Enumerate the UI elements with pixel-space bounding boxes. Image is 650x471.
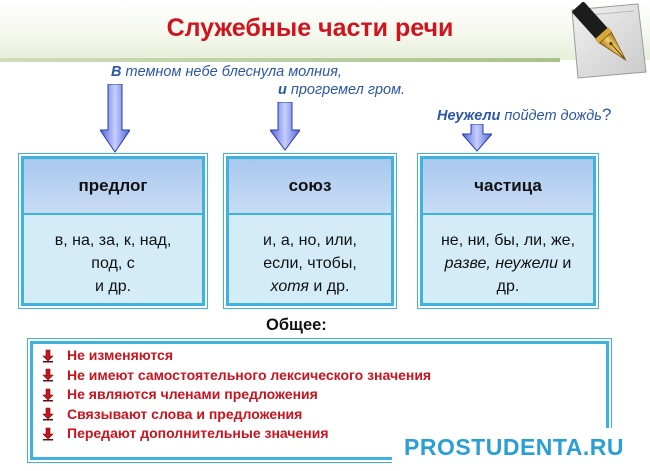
example-line: не, ни, бы, ли, же, <box>440 232 576 249</box>
example-text: и др. <box>308 278 350 295</box>
example-italic: хотя <box>270 278 309 295</box>
example-text: прогремел гром. <box>286 82 406 98</box>
example-highlight-particle: Неужели <box>437 108 501 124</box>
example-line: и др. <box>94 278 132 295</box>
down-arrow-bullet-icon <box>41 368 55 382</box>
conjunction-box <box>226 156 394 306</box>
example-line: под, с <box>91 255 135 272</box>
box-examples <box>229 215 391 298</box>
example-line <box>423 252 593 275</box>
preposition-box <box>21 156 205 306</box>
example-sentence-line-1 <box>111 64 342 80</box>
list-item-text: Связывают слова и предложения <box>67 405 303 422</box>
down-arrow-bullet-icon <box>41 388 55 402</box>
header-divider <box>0 58 560 62</box>
down-arrow-bullet-icon <box>41 407 55 421</box>
down-arrow-icon <box>100 84 130 154</box>
down-arrow-icon <box>270 102 300 152</box>
down-arrow-bullet-icon <box>41 427 55 441</box>
example-line: и, а, но, или, <box>263 232 357 249</box>
example-sentence-line-3 <box>437 105 611 125</box>
list-item <box>41 405 606 425</box>
box-heading: предлог <box>24 159 202 215</box>
box-examples <box>24 215 202 298</box>
fountain-pen-icon <box>568 0 650 82</box>
example-line: если, чтобы, <box>263 255 357 272</box>
box-heading: союз <box>229 159 391 215</box>
example-text: темном небе блеснула молния, <box>121 64 342 80</box>
down-arrow-icon <box>462 124 492 152</box>
list-item <box>41 346 606 366</box>
example-italic: разве, неужели <box>444 255 558 272</box>
box-heading: частица <box>423 159 593 215</box>
list-item-text: Не имеют самостоятельного лексического значения <box>67 366 432 383</box>
slide-title: Служебные части речи <box>166 14 454 42</box>
list-item-text: Не являются членами предложения <box>67 386 318 402</box>
example-text: пойдет дождь <box>500 108 602 124</box>
example-line <box>229 275 391 298</box>
list-item-text: Не изменяются <box>67 347 174 363</box>
list-item <box>41 366 606 386</box>
down-arrow-bullet-icon <box>41 349 55 363</box>
example-text: и <box>557 255 572 272</box>
box-examples <box>423 215 593 298</box>
particle-box <box>420 156 596 306</box>
question-mark: ? <box>601 105 612 124</box>
list-item-text: Передают дополнительные значения <box>67 425 329 441</box>
example-line: в, на, за, к, над, <box>54 232 172 249</box>
example-sentence-line-2 <box>278 82 405 98</box>
example-line: др. <box>496 278 520 295</box>
watermark-text: PROSTUDENTA.RU <box>404 434 624 460</box>
example-highlight-conjunction: и <box>278 82 287 98</box>
common-heading: Общее: <box>266 316 327 334</box>
watermark <box>392 428 650 471</box>
list-item <box>41 385 606 405</box>
example-highlight-preposition: В <box>111 64 122 80</box>
